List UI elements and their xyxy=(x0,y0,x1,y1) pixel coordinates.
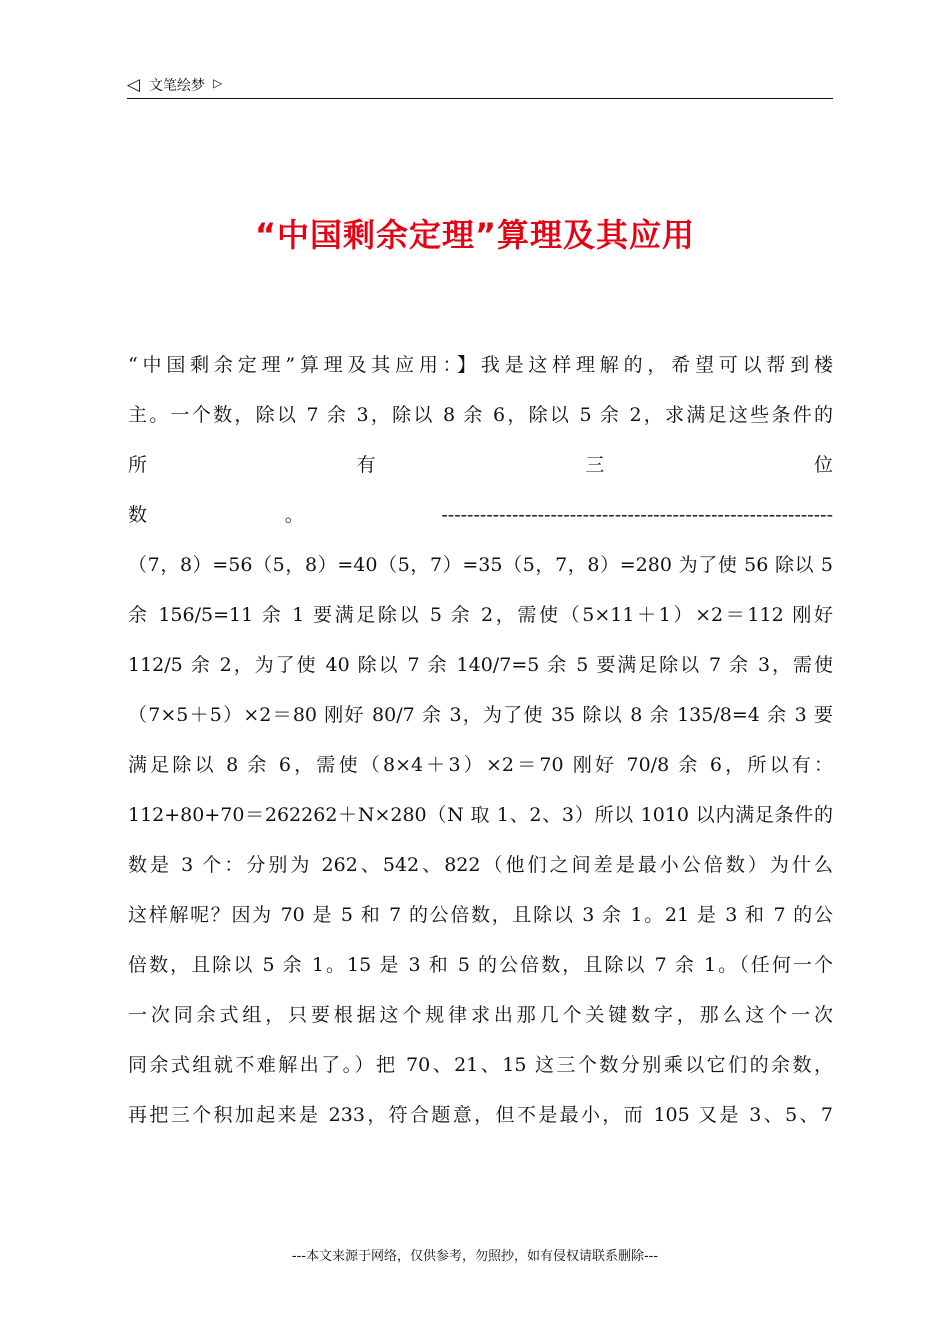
body-line: 一次同余式组，只要根据这个规律求出那几个关键数字，那么这个一次 xyxy=(128,1004,833,1026)
body-line: 余 156/5=11 余 1 要满足除以 5 余 2，需使（5×11＋1）×2＝112 刚好 xyxy=(128,604,833,626)
body-line: “中国剩余定理”算理及其应用：】我是这样理解的，希望可以帮到楼 xyxy=(128,354,833,376)
body-line: （7×5＋5）×2＝80 刚好 80/7 余 3，为了使 35 除以 8 余 135/8=4 余 3 要 xyxy=(128,704,833,726)
body-line: 数 。 ------------------------------------------------------------- xyxy=(128,504,833,526)
body-line: 同余式组就不难解出了。）把 70、21、15 这三个数分别乘以它们的余数， xyxy=(128,1054,833,1076)
body-line: 满足除以 8 余 6，需使（8×4＋3）×2＝70 刚好 70/8 余 6，所以有： xyxy=(128,754,833,776)
document-title: “中国剩余定理”算理及其应用 xyxy=(254,216,696,254)
body-line: （7，8）=56（5，8）=40（5，7）=35（5，7，8）=280 为了使 56 除以 5 xyxy=(128,554,833,576)
document-body xyxy=(128,340,833,1140)
body-line: 再把三个积加起来是 233，符合题意，但不是最小，而 105 又是 3、5、7 xyxy=(128,1104,833,1126)
page-footer: ---本文来源于网络，仅供参考，勿照抄，如有侵权请联系删除--- xyxy=(291,1249,659,1264)
body-line: 112+80+70＝262262＋N×280（N 取 1、2、3）所以 1010 以内满足条件的 xyxy=(128,804,833,826)
body-line: 112/5 余 2，为了使 40 除以 7 余 140/7=5 余 5 要满足除以 7 余 3，需使 xyxy=(128,654,833,676)
body-line: 倍数，且除以 5 余 1。15 是 3 和 5 的公倍数，且除以 7 余 1。（任何一个 xyxy=(128,954,833,976)
right-triangle-icon: ▷ xyxy=(213,76,223,90)
body-line: 这样解呢？因为 70 是 5 和 7 的公倍数，且除以 3 余 1。21 是 3 和 7 的公 xyxy=(128,904,833,926)
left-triangle-icon: ◁ xyxy=(127,75,141,95)
body-line: 主。一个数，除以 7 余 3，除以 8 余 6，除以 5 余 2，求满足这些条件的 xyxy=(128,404,833,426)
body-line: 数是 3 个：分别为 262、542、822（他们之间差是最小公倍数）为什么 xyxy=(128,854,833,876)
page-header xyxy=(127,74,833,99)
body-line: 所 有 三 位 xyxy=(128,454,833,476)
header-brand: 文笔绘梦 xyxy=(149,78,205,94)
